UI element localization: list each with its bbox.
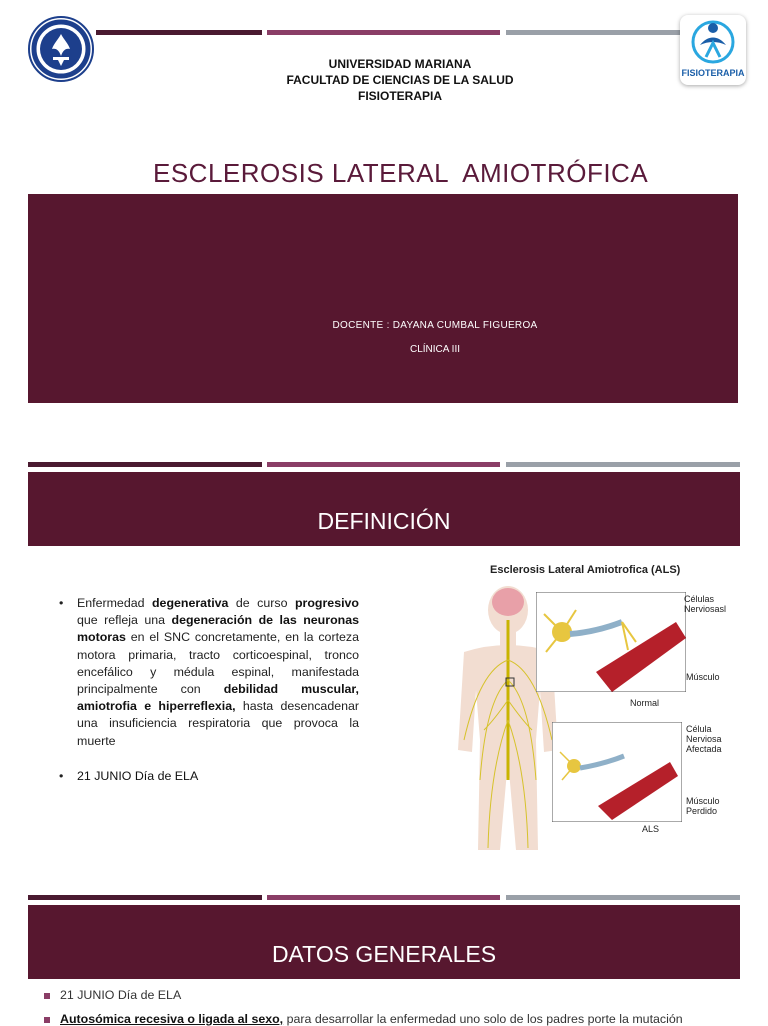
label-muscle-lost: Músculo Perdido	[686, 796, 720, 816]
label-cell-affected: Célula Nerviosa Afectada	[686, 724, 722, 754]
slide3-bar-dark	[28, 895, 262, 900]
label-muscle: Músculo	[686, 672, 720, 682]
top-bar-gray	[506, 30, 680, 35]
def-bold-4: debilidad muscular, amiotrofia e hiperreflexia,	[77, 682, 359, 714]
top-bar-mid	[267, 30, 500, 35]
bullet-square	[44, 1017, 50, 1023]
ela-day-text: 21 JUNIO Día de ELA	[77, 769, 199, 783]
bullet-dot: •	[59, 596, 64, 610]
general-data-bold: Autosómica recesiva o ligada al sexo,	[60, 1012, 284, 1026]
als-neuron-illustration	[552, 722, 682, 822]
label-nerve-cells: Células Nerviosasl	[684, 594, 727, 614]
bullet-dot: •	[59, 769, 64, 783]
definition-title: DEFINICIÓN	[317, 508, 451, 534]
university-name: UNIVERSIDAD MARIANA	[328, 57, 472, 71]
teacher-name: DOCENTE : DAYANA CUMBAL FIGUEROA	[332, 320, 538, 331]
def-bold-2: progresivo	[294, 596, 359, 610]
physiotherapy-logo	[680, 15, 746, 85]
normal-neuron-illustration	[536, 592, 686, 692]
title-box	[28, 194, 738, 403]
slide2-bar-mid	[267, 462, 500, 467]
university-seal-logo	[28, 16, 94, 82]
general-data-bullet-1	[44, 988, 181, 1002]
presentation-title: ESCLEROSIS LATERAL AMIOTRÓFICA	[153, 158, 649, 188]
slide3-bar-mid	[267, 895, 500, 900]
def-bold-1: degenerativa	[151, 596, 229, 610]
slide3-bar-gray	[506, 895, 740, 900]
label-normal: Normal	[630, 698, 660, 708]
slide2-bar-gray	[506, 462, 740, 467]
als-figure	[420, 560, 750, 850]
label-als: ALS	[642, 824, 660, 834]
def-text-1: Enfermedad	[77, 596, 152, 610]
bullet-square	[44, 993, 50, 999]
def-text-4: en el SNC concretamente, en la corteza motora primaria, tracto corticoespinal, tronco encefálico y médula espinal, manifestada principalmente con	[77, 630, 359, 697]
top-bar-dark	[96, 30, 262, 35]
ela-day-bullet	[59, 768, 359, 785]
institution-header	[200, 56, 600, 104]
physiotherapy-logo-text: FISIOTERAPIA	[681, 68, 745, 78]
general-data-title: DATOS GENERALES	[271, 941, 497, 967]
def-text-3: que refleja una	[77, 613, 172, 628]
als-figure-title: Esclerosis Lateral Amiotrofica (ALS)	[490, 564, 681, 576]
general-data-text-1: 21 JUNIO Día de ELA	[60, 988, 182, 1002]
faculty-name: FACULTAD DE CIENCIAS DE LA SALUD	[286, 73, 514, 87]
definition-header	[28, 472, 740, 546]
def-bold-3: degeneración de las neuronas motoras	[77, 613, 359, 645]
general-data-header	[28, 905, 740, 979]
def-text-2: de curso	[228, 596, 295, 610]
general-data-text-2: para desarrollar la enfermedad uno solo de los padres porte la mutación	[283, 1012, 683, 1026]
def-text-5: hasta desencadenar una insuficiencia respiratoria que provoca la muerte	[77, 699, 360, 748]
program-name: FISIOTERAPIA	[357, 89, 442, 103]
definition-bullet	[59, 595, 360, 750]
course-name: CLÍNICA III	[409, 344, 460, 355]
slide2-bar-dark	[28, 462, 262, 467]
